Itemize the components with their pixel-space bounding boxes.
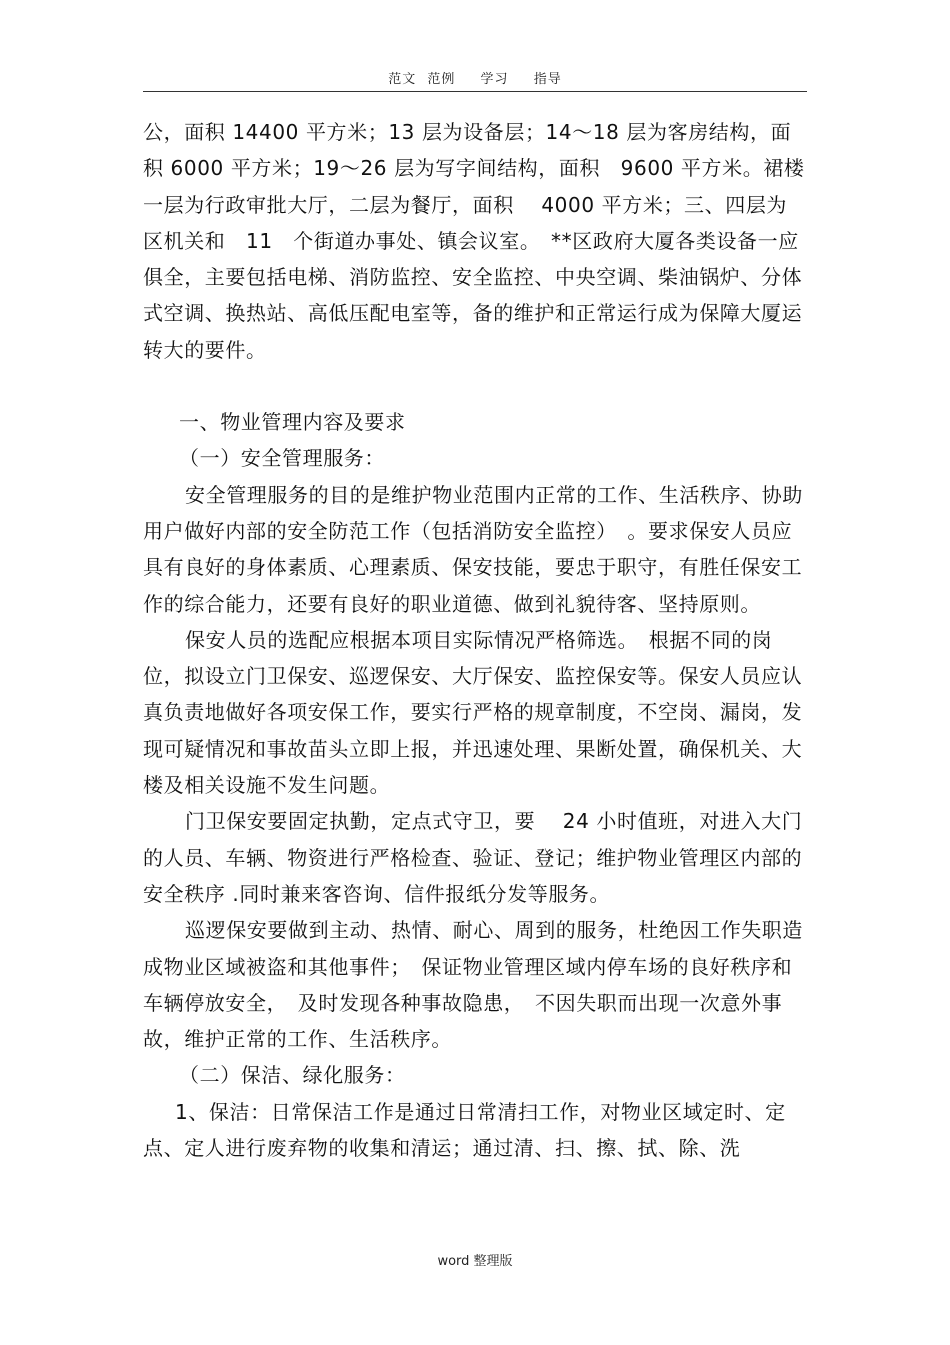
header-divider	[143, 91, 807, 92]
page-header: 范文 范例 学习 指导	[388, 72, 562, 87]
subsection-heading-cleaning: （二）保洁、绿化服务：	[179, 1063, 406, 1088]
paragraph-spacer	[143, 368, 807, 404]
body-paragraph: 巡逻保安要做到主动、热情、耐心、周到的服务，杜绝因工作失职造成物业区域被盗和其他事件； 保证物业管理区域内停车场的良好秩序和车辆停放安全， 及时发现各种事故隐患， 不因失职而出现一次意外事故，维护正常的工作、生活秩序。	[143, 918, 803, 1052]
body-paragraph: 门卫保安要固定执勤，定点式守卫，要 24 小时值班，对进入大门的人员、车辆、物资进行严格检查、验证、登记；维护物业管理区内部的安全秩序 .同时兼来客咨询、信件报纸分发等服务。	[143, 809, 803, 906]
intro-paragraph: 公，面积 14400 平方米；13 层为设备层；14～18 层为客房结构，面积 6000 平方米；19～26 层为写字间结构，面积 9600 平方米。裙楼一层为行政审批大厅，二层为餐厅，面积 4000 平方米；三、四层为区机关和 11 个街道办事处、镇会议室。 **区政府大厦各类设备一应俱全，主要包括电梯、消防监控、安全监控、中央空调、柴油锅炉、分体式空调、换热站、高低压配电室等，备的维护和正常运行成为保障大厦运转大的要件。	[143, 120, 805, 362]
subsection-heading-security: （一）安全管理服务：	[179, 446, 385, 471]
body-paragraph: 安全管理服务的目的是维护物业范围内正常的工作、生活秩序、协助用户做好内部的安全防范工作（包括消防安全监控） 。要求保安人员应具有良好的身体素质、心理素质、保安技能，要忠于职守，有胜任保安工作的综合能力，还要有良好的职业道德、做到礼貌待客、坚持原则。	[143, 482, 803, 616]
body-paragraph: 1、保洁：日常保洁工作是通过日常清扫工作，对物业区域定时、定点、定人进行废弃物的收集和清运；通过清、扫、擦、拭、除、洗	[143, 1099, 786, 1161]
section-heading: 一、物业管理内容及要求	[179, 410, 406, 435]
page-footer: word 整理版	[437, 1254, 513, 1269]
body-paragraph: 保安人员的选配应根据本项目实际情况严格筛选。 根据不同的岗位，拟设立门卫保安、巡逻保安、大厅保安、监控保安等。保安人员应认真负责地做好各项安保工作，要实行严格的规章制度，不空岗、漏岗，发现可疑情况和事故苗头立即上报，并迅速处理、果断处置，确保机关、大楼及相关设施不发生问题。	[143, 627, 803, 798]
document-body	[143, 114, 807, 1166]
